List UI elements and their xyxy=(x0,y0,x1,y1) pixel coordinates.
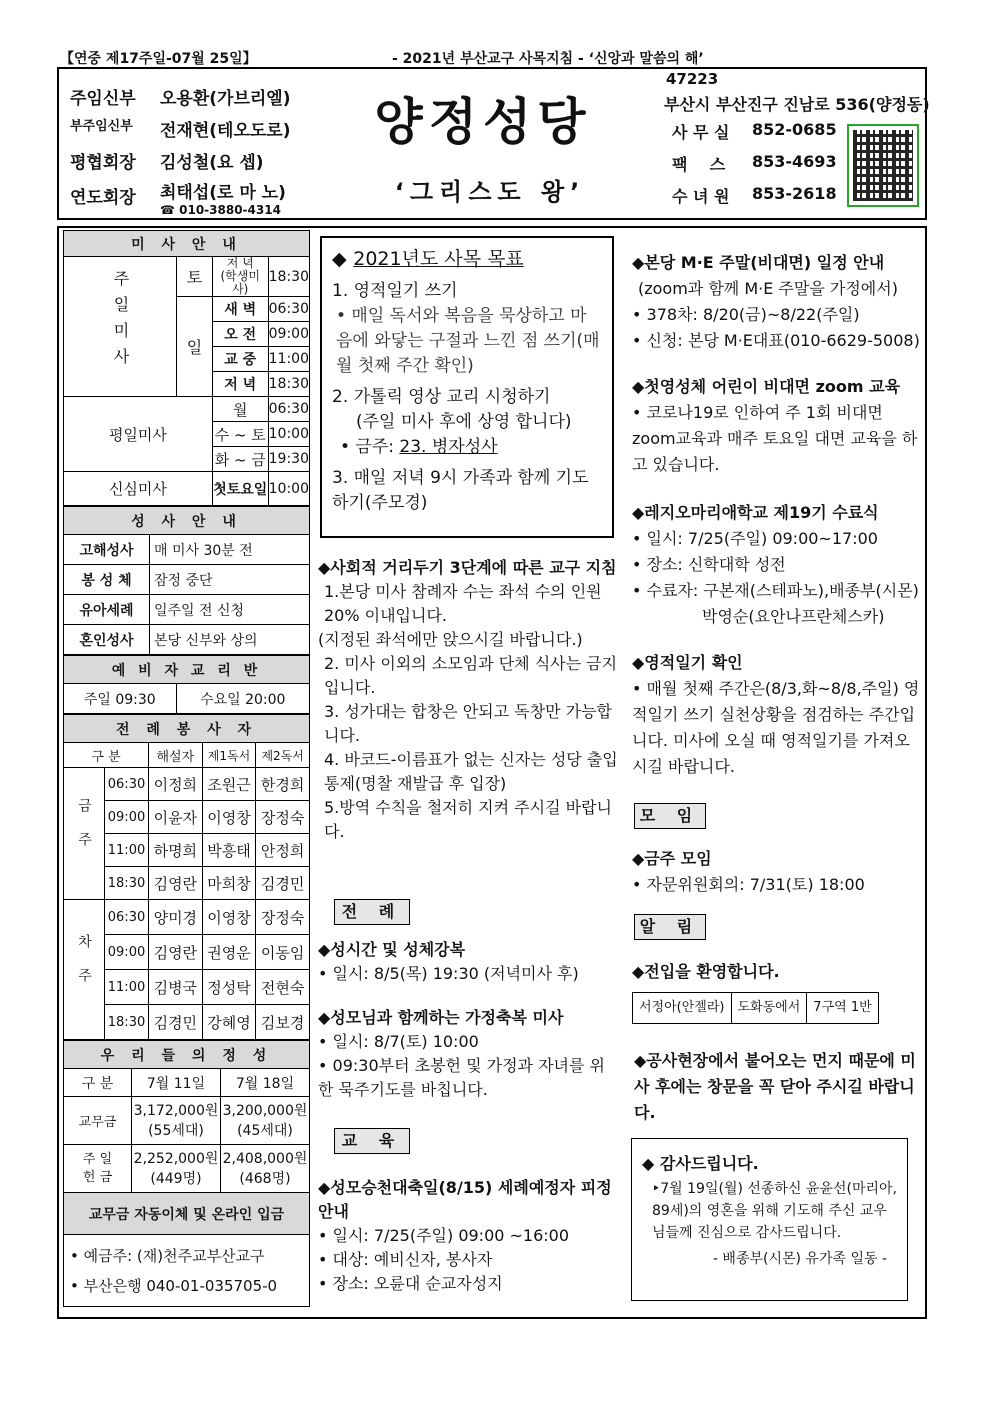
meeting-section xyxy=(632,846,922,898)
family-section xyxy=(318,1006,618,1102)
distancing-item: 2. 미사 이외의 소모임과 단체 식사는 금지입니다. xyxy=(324,654,618,697)
legio-title: ◆레지오마리애학교 제19기 수료식 xyxy=(632,503,879,522)
diocese-motto: - 2021년 부산교구 사목지침 - ‘신앙과 말씀의 해’ xyxy=(392,51,704,67)
saturday-label: 토 xyxy=(177,257,213,297)
catechumen-time: 수요일 20:00 xyxy=(176,684,309,714)
catechumen-time: 주일 09:30 xyxy=(64,684,177,714)
welcome-district: 7구역 1반 xyxy=(807,993,878,1024)
mass-time: 06:30 xyxy=(268,397,309,422)
server-name: 이정희 xyxy=(149,768,203,801)
sacrament-info: 본당 신부와 상의 xyxy=(150,625,310,655)
me-line: • 신청: 본당 M·E대표(010-6629-5008) xyxy=(632,331,920,350)
retreat-title: ◆성모승천대축일(8/15) 세례예정자 피정 안내 xyxy=(318,1178,612,1221)
sacrament-info: 매 미사 30분 전 xyxy=(150,535,310,565)
goal-3: 3. 매일 저녁 9시 가족과 함께 기도하기(주모경) xyxy=(332,468,589,513)
mass-time: 19:30 xyxy=(268,447,309,472)
goal-2-week-value: 23. 병자성사 xyxy=(399,437,498,457)
server-name: 장정숙 xyxy=(256,801,310,834)
mass-time: 06:30 xyxy=(105,900,149,935)
family-line: • 09:30부터 초봉헌 및 가정과 자녀를 위한 묵주기도를 바칩니다. xyxy=(318,1056,605,1099)
welcome-name: 서정아(안젤라) xyxy=(633,993,732,1024)
mass-time-label: 새 벽 xyxy=(212,297,268,322)
sunday-label: 일 xyxy=(177,297,213,397)
adoration-section xyxy=(318,938,618,986)
sunday-mass-label: 주일미사 xyxy=(111,270,130,374)
mass-time: 09:00 xyxy=(268,322,309,347)
server-name: 강혜영 xyxy=(202,1005,256,1040)
weekday-label: 화 ~ 금 xyxy=(212,447,268,472)
mass-time-label: 교 중 xyxy=(212,347,268,372)
next-week-label: 차주 xyxy=(76,933,92,1002)
col-header: 구 분 xyxy=(64,743,149,768)
server-name: 김영란 xyxy=(149,935,203,970)
server-name: 김경민 xyxy=(256,867,310,900)
server-name: 김병국 xyxy=(149,970,203,1005)
thanks-box xyxy=(631,1138,908,1301)
server-name: 이영창 xyxy=(202,900,256,935)
goal-2: 2. 가톨릭 영상 교리 시청하기 xyxy=(332,387,551,407)
me-title: ◆본당 M·E 주말(비대면) 일정 안내 xyxy=(632,253,885,272)
weekday-mass-label: 평일미사 xyxy=(64,397,213,472)
family-line: • 일시: 8/7(토) 10:00 xyxy=(318,1032,479,1051)
col-header: 제2독서 xyxy=(256,743,310,768)
mass-time-label: 오 전 xyxy=(212,322,268,347)
weekday-label: 월 xyxy=(212,397,268,422)
left-column xyxy=(63,230,310,1307)
distancing-item: 3. 성가대는 합창은 안되고 독창만 가능합니다. xyxy=(324,702,612,745)
meeting-title: ◆금주 모임 xyxy=(632,849,712,868)
offering-amount: 3,172,000원 (55세대) xyxy=(132,1097,221,1145)
issue-date: 【연중 제17주일-07월 25일】 xyxy=(60,51,257,67)
mass-time-label: 저 녁 xyxy=(212,372,268,397)
welcome-title: ◆전입을 환영합니다. xyxy=(632,962,780,981)
legio-line: 박영순(요안나프란체스카) xyxy=(702,607,885,626)
church-name: 양정성당 xyxy=(374,92,592,151)
legio-line: • 일시: 7/25(주일) 09:00~17:00 xyxy=(632,529,878,548)
server-name: 이동임 xyxy=(256,935,310,970)
mass-time: 10:00 xyxy=(268,472,309,506)
mass-time: 09:00 xyxy=(105,935,149,970)
server-name: 안정희 xyxy=(256,834,310,867)
mass-title: 미 사 안 내 xyxy=(64,231,310,257)
distancing-item: 1.본당 미사 참례자 수는 좌석 수의 인원 20% 이내입니다. xyxy=(324,582,602,625)
weekday-label: 수 ~ 토 xyxy=(212,422,268,447)
mass-time: 06:30 xyxy=(105,768,149,801)
mass-time: 18:30 xyxy=(105,867,149,900)
auto-transfer-title: 교무금 자동이체 및 온라인 입금 xyxy=(64,1193,310,1235)
diamond-icon: ◆ xyxy=(332,248,354,270)
mass-time: 11:00 xyxy=(105,970,149,1005)
goal-1: 1. 영적일기 쓰기 xyxy=(332,281,458,301)
sacrament-name: 봉 성 체 xyxy=(64,565,150,595)
devotion-day: 첫토요일 xyxy=(212,472,268,506)
sacrament-title: 성 사 안 내 xyxy=(64,507,310,535)
col-header: 7월 11일 xyxy=(132,1069,221,1097)
sacrament-info: 잠정 중단 xyxy=(150,565,310,595)
liturgy-title: 전 례 봉 사 자 xyxy=(64,715,310,743)
offering-type: 교무금 xyxy=(64,1097,132,1145)
retreat-line: • 일시: 7/25(주일) 09:00 ~16:00 xyxy=(318,1226,570,1245)
mass-time: 10:00 xyxy=(268,422,309,447)
server-name: 양미경 xyxy=(149,900,203,935)
legio-section xyxy=(632,500,922,630)
me-line: • 378차: 8/20(금)~8/22(주일) xyxy=(632,305,860,324)
distancing-item: 5.방역 수칙을 철저히 지켜 주시길 바랍니다. xyxy=(324,798,612,841)
offering-amount: 2,408,000원 (468명) xyxy=(221,1145,310,1193)
col-header: 제1독서 xyxy=(202,743,256,768)
mass-time: 11:00 xyxy=(105,834,149,867)
sacrament-name: 유아세례 xyxy=(64,595,150,625)
server-name: 조원근 xyxy=(202,768,256,801)
family-title: ◆성모님과 함께하는 가정축복 미사 xyxy=(318,1008,564,1027)
server-name: 김영란 xyxy=(149,867,203,900)
first-communion-line: • 코로나19로 인하여 주 1회 비대면 zoom교육과 매주 토요일 대면 교육을 하고 있습니다. xyxy=(632,403,918,474)
col-header: 7월 18일 xyxy=(221,1069,310,1097)
mass-time: 06:30 xyxy=(268,297,309,322)
distancing-section xyxy=(318,556,618,844)
me-section xyxy=(632,250,922,354)
mass-time: 09:00 xyxy=(105,801,149,834)
postal-code: 47223 xyxy=(666,70,719,88)
adoration-line: • 일시: 8/5(목) 19:30 (저녁미사 후) xyxy=(318,964,579,983)
mass-time: 18:30 xyxy=(268,257,309,297)
mass-time: 11:00 xyxy=(268,347,309,372)
goals-title: 2021년도 사목 목표 xyxy=(353,248,524,270)
welcome-from: 도화동에서 xyxy=(731,993,807,1024)
server-name: 김경민 xyxy=(149,1005,203,1040)
welcome-section xyxy=(632,960,922,1024)
me-line: (zoom과 함께 M·E 주말을 가정에서) xyxy=(638,279,898,298)
server-name: 장정숙 xyxy=(256,900,310,935)
thanks-sign: - 배종부(시몬) 유가족 일동 - xyxy=(712,1251,887,1267)
mass-time: 18:30 xyxy=(105,1005,149,1040)
staff-list: 주임신부 오용환(가브리엘) 부주임신부 전재현(테오도로) 평협회장 김성철(요 셉) 연도회장 최태섭(로 마 노) ☎ 010-3880-4314 xyxy=(70,89,291,217)
first-communion-section xyxy=(632,374,922,478)
retreat-section xyxy=(318,1176,618,1296)
retreat-line: • 대상: 예비신자, 봉사자 xyxy=(318,1250,493,1269)
col-header: 해설자 xyxy=(149,743,203,768)
catechumen-title: 예 비 자 교 리 반 xyxy=(64,656,310,684)
bank-account: • 부산은행 040-01-035705-0 xyxy=(70,1276,278,1295)
feast-name: ‘그리스도 왕’ xyxy=(394,178,586,206)
thanks-title: ◆ 감사드립니다. xyxy=(642,1154,759,1173)
server-name: 마희창 xyxy=(202,867,256,900)
server-name: 김보경 xyxy=(256,1005,310,1040)
offering-amount: 2,252,000원 (449명) xyxy=(132,1145,221,1193)
server-name: 하명희 xyxy=(149,834,203,867)
col-header: 구 분 xyxy=(64,1069,132,1097)
goals-box xyxy=(320,236,614,538)
server-name: 이윤자 xyxy=(149,801,203,834)
distancing-item: 4. 바코드-이름표가 없는 신자는 성당 출입 통제(명찰 재발급 후 입장) xyxy=(324,750,618,793)
dust-notice: ◆공사현장에서 불어오는 먼지 때문에 미사 후에는 창문을 꼭 닫아 주시길 바랍니다. xyxy=(634,1051,916,1122)
server-name: 이영창 xyxy=(202,801,256,834)
diary-title: ◆영적일기 확인 xyxy=(632,653,743,672)
mass-time-label: 저 녁 (학생미사) xyxy=(212,257,268,297)
legio-line: • 장소: 신학대학 성전 xyxy=(632,555,786,574)
account-holder: • 예금주: (재)천주교부산교구 xyxy=(70,1246,265,1265)
this-week-label: 금주 xyxy=(76,797,92,866)
sacrament-name: 고해성사 xyxy=(64,535,150,565)
thanks-text: ‣7월 19일(월) 선종하신 윤윤선(마리아, 89세)의 영혼을 위해 기도해 주신 교우님들께 진심으로 감사드립니다. xyxy=(652,1181,897,1241)
meeting-line: • 자문위원회의: 7/31(토) 18:00 xyxy=(632,875,865,894)
education-label: 교 육 xyxy=(334,1128,410,1154)
server-name: 전현숙 xyxy=(256,970,310,1005)
offering-amount: 3,200,000원 (45세대) xyxy=(221,1097,310,1145)
distancing-item: (지정된 좌석에만 앉으시길 바랍니다.) xyxy=(318,630,583,649)
meeting-label: 모 임 xyxy=(634,803,706,829)
legio-line: • 수료자: 구본재(스테파노),배종부(시몬) xyxy=(632,581,919,600)
goal-2-week-label: • 금주: xyxy=(340,437,400,457)
server-name: 권영운 xyxy=(202,935,256,970)
sacrament-info: 일주일 전 신청 xyxy=(150,595,310,625)
retreat-line: • 장소: 오륜대 순교자성지 xyxy=(318,1274,503,1293)
first-communion-title: ◆첫영성체 어린이 비대면 zoom 교육 xyxy=(632,377,901,396)
offering-title: 우 리 들 의 정 성 xyxy=(64,1041,310,1069)
server-name: 박흥태 xyxy=(202,834,256,867)
sacrament-name: 혼인성사 xyxy=(64,625,150,655)
mass-time: 18:30 xyxy=(268,372,309,397)
server-name: 정성탁 xyxy=(202,970,256,1005)
goal-2-detail: (주일 미사 후에 상영 합니다) xyxy=(356,412,572,432)
notice-label: 알 림 xyxy=(634,914,706,940)
address: 부산시 부산진구 진남로 536(양정동) xyxy=(664,95,930,114)
diary-line: • 매월 첫째 주간은(8/3,화~8/8,주일) 영적일기 쓰기 실천상황을 점검하는 주간입니다. 미사에 오실 때 영적일기를 가져오시길 바랍니다. xyxy=(632,679,920,776)
offering-type: 주 일 헌 금 xyxy=(64,1145,132,1193)
contacts: 사 무 실 852-0685 팩 스 853-4693 수 녀 원 853-2618 xyxy=(672,120,837,206)
liturgy-label: 전 례 xyxy=(334,899,410,925)
qr-code-icon[interactable] xyxy=(847,124,919,207)
goal-1-detail: • 매일 독서와 복음을 묵상하고 마음에 와닿는 구절과 느낀 점 쓰기(매월 첫째 주간 확인) xyxy=(336,306,600,376)
adoration-title: ◆성시간 및 성체강복 xyxy=(318,940,466,959)
diary-section xyxy=(632,650,922,780)
devotion-mass-label: 신심미사 xyxy=(64,472,213,506)
server-name: 한경희 xyxy=(256,768,310,801)
distancing-title: ◆사회적 거리두기 3단계에 따른 교구 지침 xyxy=(318,558,617,577)
